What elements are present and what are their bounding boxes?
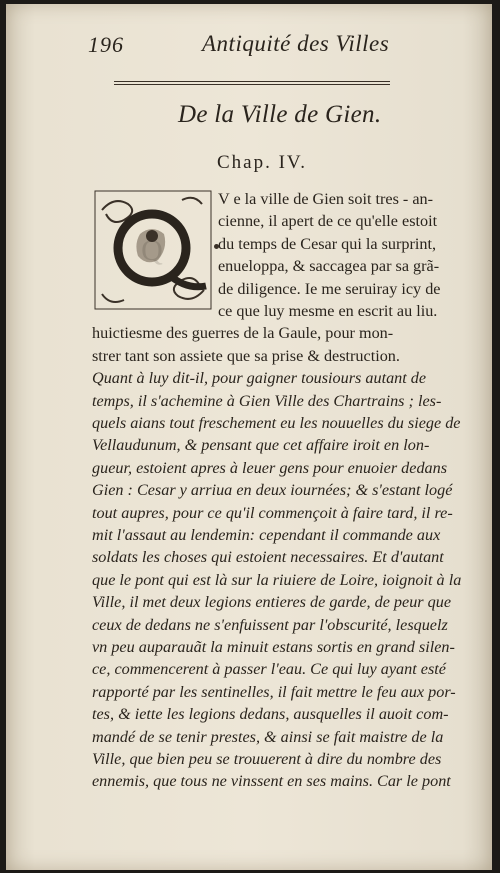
text-line: Ville, il met deux legions entieres de garde, de peur que [92,593,452,612]
text-line: que le pont qui est là sur la riuiere de Loire, ioignoit à la [92,570,462,589]
text-line: tes, & iette les legions dedans, ausquelles il auoit com- [92,705,449,724]
text-line: strer tant son assiete que sa prise & destruction. [92,346,400,365]
text-line: quels aians tout freschement eu les nouuelles du siege de [92,414,461,432]
text-line: tout aupres, pour ce qu'il commençoit à faire tard, il re- [92,503,453,522]
drop-cap-letter: Q [141,234,163,267]
text-line: gueur, estoient apres à leuer gens pour enuoier dedans [92,458,448,477]
text-line: de diligence. Ie me seruiray icy de [218,279,441,298]
text-line: soldats les choses qui estoient necessaires. Et d'autant [92,548,444,567]
text-line: ce que luy mesme en escrit au liu. [218,302,438,320]
text-line: ce, commencerent à passer l'eau. Ce qui luy ayant esté [92,660,446,679]
text-line: vn peu auparauãt la minuit estans sortis en grand silen- [92,638,455,656]
chapter-heading: Chap. IV. [217,152,307,173]
text-line: V e la ville de Gien soit tres - an- [218,190,434,208]
text-line: mandé de se tenir prestes, & ainsi se fait maistre de la [92,727,444,746]
text-line: rapporté par les sentinelles, il fait mettre le feu aux por- [92,682,456,701]
text-line: Gien : Cesar y arriua en deux iournées; & s'estant logé [92,481,453,500]
section-title: De la Ville de Gien. [178,101,382,128]
text-line: huictiesme des guerres de la Gaule, pour mon- [92,324,394,343]
text-line: temps, il s'achemine à Gien Ville des Chartrains ; les- [92,391,442,410]
text-line: du temps de Cesar qui la surprint, [218,234,437,253]
text-line: enueloppa, & saccagea par sa grã- [218,257,440,276]
text-line: cienne, il apert de ce qu'elle estoit [218,212,438,231]
ornamental-drop-cap [94,190,212,310]
header-rule [114,81,390,85]
text-line: Quant à luy dit-il, pour gaigner tousiours autant de [92,369,427,388]
text-line: ennemis, que tous ne vinssent en ses mains. Car le pont [92,772,451,791]
book-page [6,4,492,870]
text-line: ceux de dedans ne s'enfuissent par l'obscurité, lesquelz [92,615,448,634]
text-line: Ville, que bien peu se trouuerent à dire du nombre des [92,750,442,768]
page-number: 196 [88,32,124,57]
text-line: mit l'assaut au lendemin: cependant il commande aux [92,526,441,544]
running-title: Antiquité des Villes [202,31,390,56]
text-line: Vellaudunum, & pensant que cet affaire iroit en lon- [92,436,430,455]
